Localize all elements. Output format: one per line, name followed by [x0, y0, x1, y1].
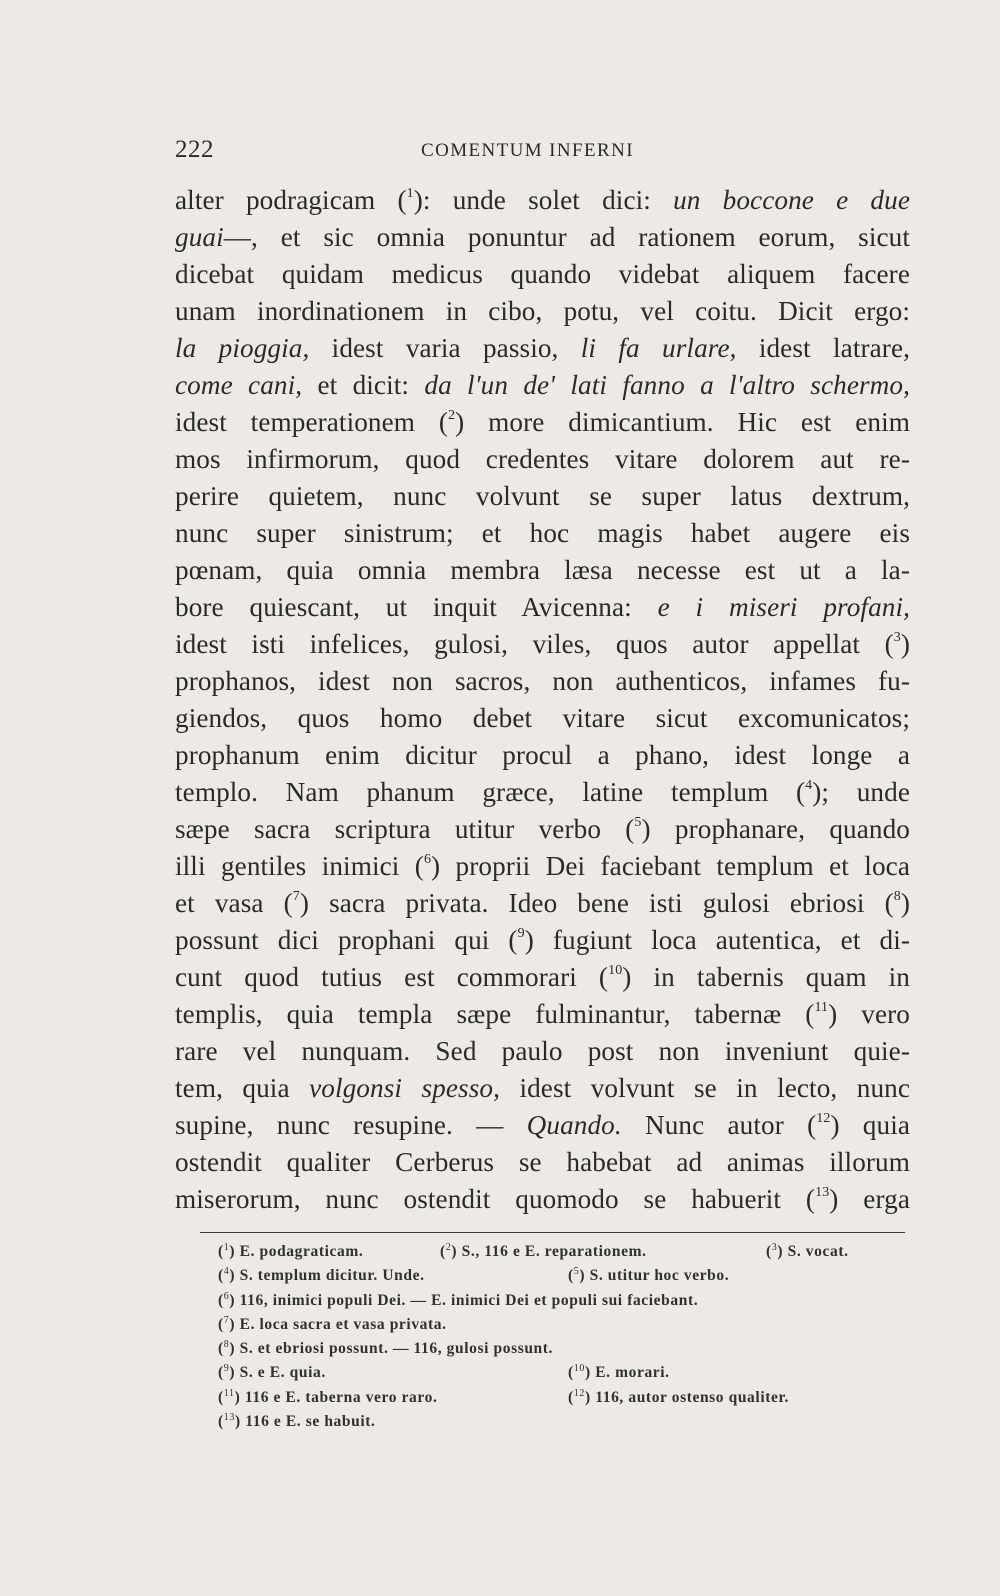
text-line: bore quiescant, ut inquit Avicenna: e i miseri profani,: [175, 592, 911, 622]
footnote-divider: [200, 1232, 905, 1233]
text-line: perire quietem, nunc volvunt se super latus dextrum,: [175, 481, 910, 511]
text-line: templis, quia templa sæpe fulminantur, tabernæ ($^{11}$) vero: [175, 999, 910, 1029]
footnote-ref[interactable]: 1: [406, 186, 414, 201]
text-line: rare vel nunquam. Sed paulo post non inveniunt quie-: [175, 1036, 910, 1066]
text-line: illi gentiles inimici ($^6$) proprii Dei faciebant templum et loca: [175, 851, 910, 881]
text-line: cunt quod tutius est commorari ($^{10}$) in tabernis quam in: [175, 962, 911, 992]
text-line: la pioggia, idest varia passio, li fa urlare, idest latrare,: [175, 333, 911, 363]
text-line: idest isti infelices, gulosi, viles, quos autor appellat ($^3$): [175, 629, 910, 659]
footnote-8: ($^8$) S. et ebriosi possunt. — 116, gulosi possunt.: [218, 1339, 554, 1358]
text-line: sæpe sacra scriptura utitur verbo ($^5$) prophanare, quando: [175, 814, 910, 844]
text-line: possunt dici prophani qui ($^9$) fugiunt loca autentica, et di-: [175, 925, 910, 955]
footnote-2: ($^2$) S., 116 e E. reparationem.: [440, 1242, 647, 1260]
footnote-12: ($^{12}$) 116, autor ostenso qualiter.: [568, 1387, 789, 1406]
footnotes: [218, 1240, 908, 1434]
footnote-ref[interactable]: 3: [893, 630, 901, 645]
footnote-ref[interactable]: 8: [893, 889, 901, 904]
page-number: 222: [175, 136, 214, 163]
footnote-6: ($^6$) 116, inimici populi Dei. — E. inimici Dei et populi sui faciebant.: [218, 1290, 699, 1309]
footnote-ref[interactable]: 2: [448, 408, 456, 423]
text-line: unam inordinationem in cibo, potu, vel coitu. Dicit ergo:: [175, 296, 910, 326]
footnote-ref[interactable]: 12: [816, 1111, 831, 1126]
text-line: prophanum enim dicitur procul a phano, idest longe a: [175, 740, 910, 770]
footnote-ref[interactable]: 7: [292, 889, 300, 904]
text-line: guai—, et sic omnia ponuntur ad rationem eorum, sicut: [175, 222, 910, 252]
footnote-4: ($^4$) S. templum dicitur. Unde.: [218, 1266, 425, 1285]
footnote-10: ($^{10}$) E. morari.: [568, 1363, 670, 1382]
footnote-7: ($^7$) E. loca sacra et vasa privata.: [218, 1314, 447, 1333]
footnote-13: ($^{13}$) 116 e E. se habuit.: [218, 1412, 376, 1431]
text-line: alter podragicam ($^1$): unde solet dici: un boccone e due: [175, 185, 910, 215]
footnote-ref[interactable]: 11: [814, 1000, 829, 1015]
footnote-ref[interactable]: 10: [608, 963, 623, 978]
footnote-5: ($^5$) S. utitur hoc verbo.: [568, 1266, 730, 1285]
text-line: miserorum, nunc ostendit quomodo se habuerit ($^{13}$) erga: [175, 1184, 910, 1214]
text-line: pœnam, quia omnia membra læsa necesse est ut a la-: [175, 555, 910, 585]
text-line: supine, nunc resupine. — Quando. Nunc autor ($^{12}$) quia: [175, 1110, 911, 1140]
page-header: [175, 136, 895, 170]
text-line: giendos, quos homo debet vitare sicut excomunicatos;: [175, 703, 910, 733]
footnote-11: ($^{11}$) 116 e E. taberna vero raro.: [218, 1387, 438, 1406]
footnote-ref[interactable]: 9: [517, 926, 525, 941]
footnote-ref[interactable]: 4: [805, 778, 813, 793]
footnote-1: ($^1$) E. podagraticam.: [218, 1242, 364, 1260]
text-line: mos infirmorum, quod credentes vitare dolorem aut re-: [175, 444, 910, 474]
text-line: et vasa ($^7$) sacra privata. Ideo bene isti gulosi ebriosi ($^8$): [175, 888, 910, 918]
text-line: dicebat quidam medicus quando videbat aliquem facere: [175, 259, 910, 289]
text-line: come cani, et dicit: da l'un de' lati fanno a l'altro schermo,: [175, 370, 910, 400]
footnote-ref[interactable]: 6: [423, 852, 432, 867]
main-text: [175, 182, 910, 1218]
running-head: COMENTUM INFERNI: [421, 140, 634, 161]
text-line: idest temperationem ($^2$) more dimicantium. Hic est enim: [175, 407, 911, 437]
text-line: ostendit qualiter Cerberus se habebat ad animas illorum: [175, 1147, 910, 1177]
text-line: tem, quia volgonsi spesso, idest volvunt se in lecto, nunc: [175, 1073, 911, 1103]
footnote-3: ($^3$) S. vocat.: [766, 1242, 849, 1260]
footnote-9: ($^9$) S. e E. quia.: [218, 1363, 326, 1382]
footnote-ref[interactable]: 13: [815, 1185, 830, 1200]
text-line: nunc super sinistrum; et hoc magis habet augere eis: [175, 518, 910, 548]
footnote-ref[interactable]: 5: [634, 815, 642, 830]
text-line: templo. Nam phanum græce, latine templum ($^4$); unde: [175, 777, 910, 807]
text-line: prophanos, idest non sacros, non authenticos, infames fu-: [175, 666, 910, 696]
